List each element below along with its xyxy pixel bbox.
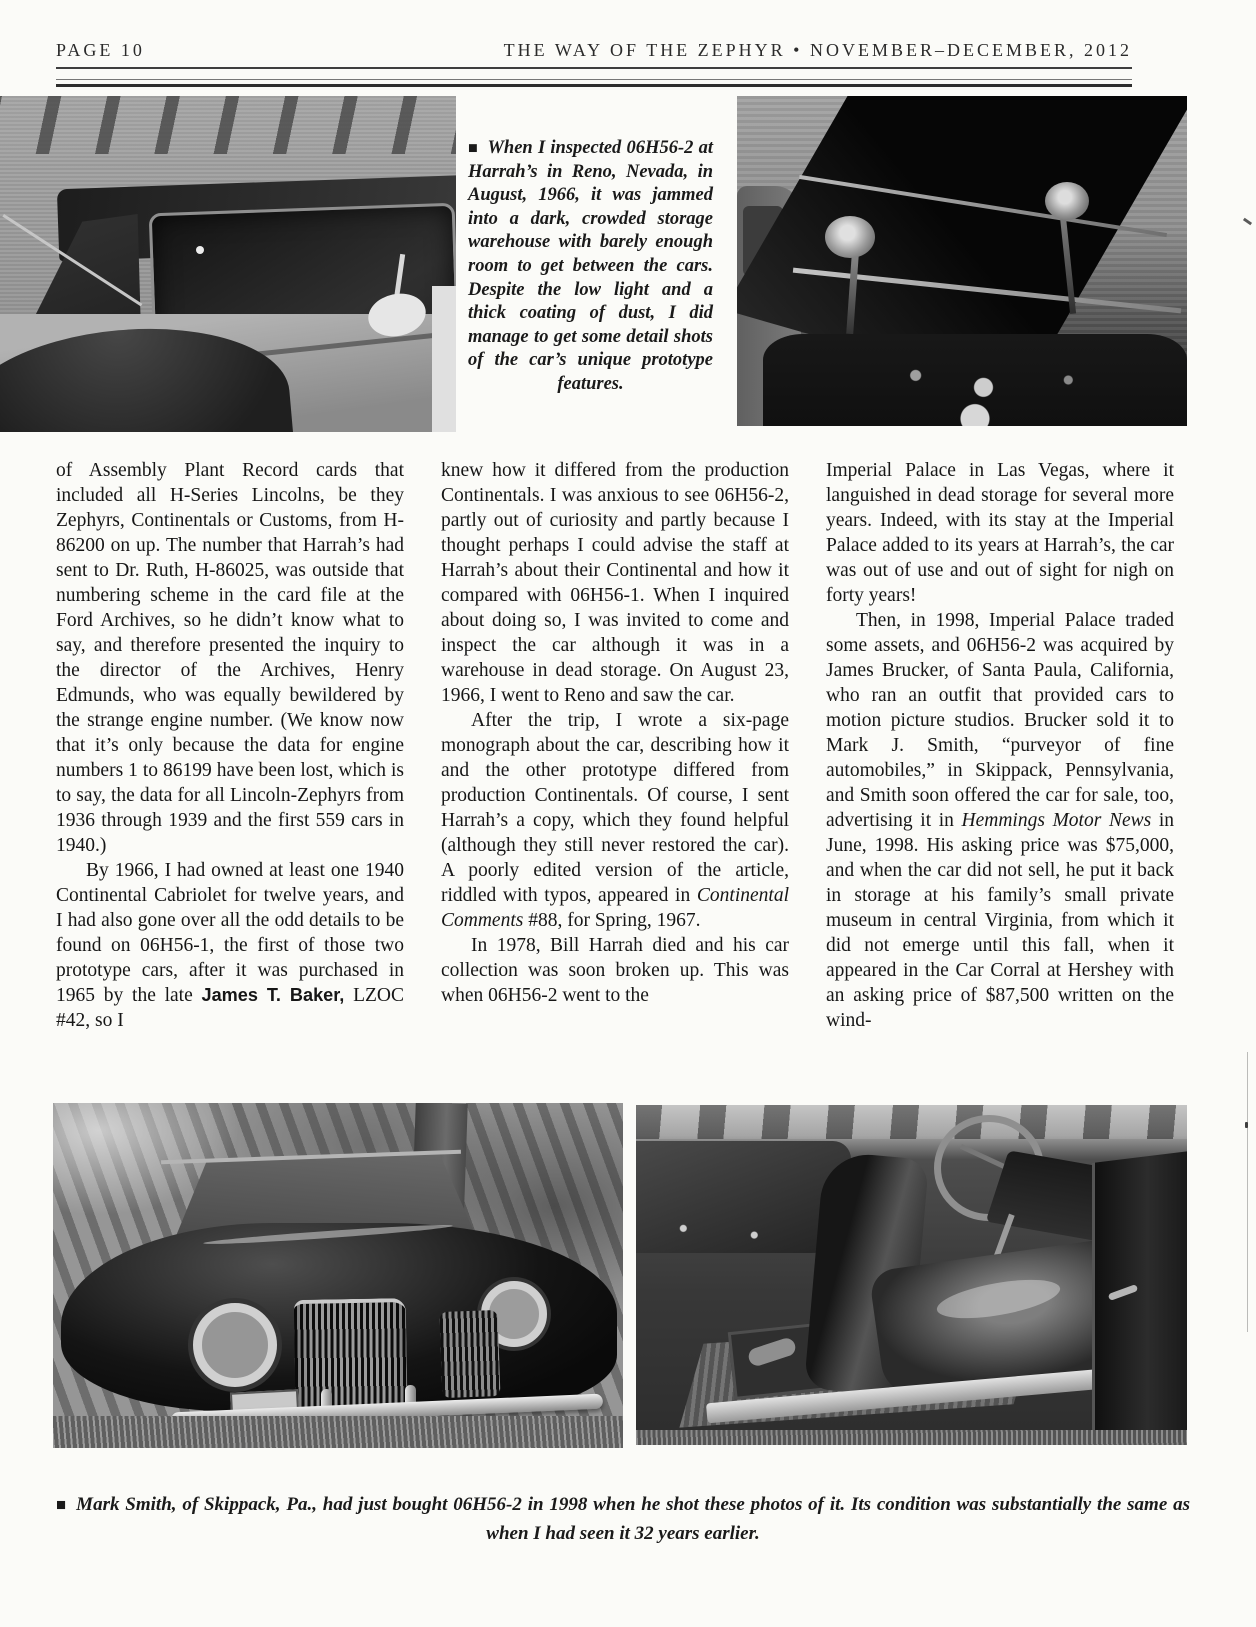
scan-artifact-dot [1245,1122,1248,1128]
masthead-rule-thick [56,84,1132,87]
article-paragraph [441,708,789,933]
caption-square-bullet: ■ [56,1495,68,1514]
bottom-caption-text: Mark Smith, of Skippack, Pa., had just bought 06H56-2 in 1998 when he shot these photos of it. Its condition was substantially the same as when I had seen it 32 years earlier. [76,1494,1190,1544]
body-text: Then, in 1998, Imperial Palace traded some assets, and 06H56-2 was acquired by James Brucker, of Santa Paula, California, who ran an outfit that provided cars to motion picture studios. Brucker sold it to Mark J. Smith, “purveyor of fine automobiles,” in Skippack, Pennsylvania, and Smith soon offered the car for sale, too, advertising it in [826,610,1174,831]
photo-engine-bay [737,96,1187,426]
body-text: in June, 1998. His asking price was $75,000, and when the car did not sell, he put it back in storage at his family’s small private museum in central Virginia, from which it did not emerge until this fall, when it appeared in the Car Corral at Hershey with an asking price of $87,500 written on the wind- [826,810,1174,1031]
article-paragraph [441,458,789,708]
headlight-left [193,1303,277,1387]
photo-warehouse-convertible [0,96,456,432]
body-text: After the trip, I wrote a six-page monograph about the car, describing how it and the other prototype differed from production Continentals. Of course, I sent Harrah’s a copy, which they found helpful (although they still never restored the car). A poorly edited version of the article, riddled with typos, appeared in [441,710,789,906]
trees-through-windshield [636,1105,1187,1139]
masthead [56,40,1132,69]
photo-continental-front [53,1103,623,1448]
article-paragraph [56,858,404,1033]
caption-square-bullet: ■ [468,138,479,157]
photo-interior [636,1105,1187,1445]
article-column-3 [826,458,1174,1033]
italic-title-text: Continental Comments [441,885,789,931]
window-glint [196,246,204,254]
ceiling-beams [0,96,456,154]
article-paragraph [826,458,1174,608]
grass-foreground [53,1416,623,1448]
body-text: knew how it differed from the production Continentals. I was anxious to see 06H56-2, partly out of curiosity and partly because I thought perhaps I could advise the staff at Harrah’s about their Continental and how it compared with 06H56-1. When I inquired about doing so, I was invited to come and inspect the car although it was in a warehouse in dead storage. On August 23, 1966, I went to Reno and saw the car. [441,460,789,706]
top-caption [468,136,713,397]
article-paragraph [56,458,404,858]
scan-artifact-mark [1243,218,1252,226]
article-paragraph [826,608,1174,1033]
masthead-rule-thin [56,79,1132,80]
body-text: Imperial Palace in Las Vegas, where it languished in dead storage for several more years. Indeed, with its stay at the Imperial Palace added to its years at Harrah’s, the car was out of use and out of sight for nigh on forty years! [826,460,1174,606]
italic-title-text: Hemmings Motor News [961,810,1152,831]
body-text: LZOC #42, so I [56,985,405,1031]
body-text: In 1978, Bill Harrah died and his car collection was soon broken up. This was when 06H56-2 went to the [441,935,789,1006]
scan-artifact-line [1247,1052,1248,1332]
article-body [56,458,1174,1033]
grille-right [440,1310,501,1398]
masthead-title: THE WAY OF THE ZEPHYR • NOVEMBER–DECEMBER, 2012 [503,40,1132,60]
bold-name-text: James T. Baker, [201,985,345,1005]
article-paragraph [441,933,789,1008]
body-text: #88, for Spring, 1967. [523,910,701,931]
horn-left [825,216,875,258]
open-door [1092,1151,1187,1445]
article-column-1 [56,458,404,1033]
article-column-2 [441,458,789,1033]
engine-bay [763,334,1187,426]
bottom-caption [56,1490,1190,1548]
page-number: PAGE 10 [56,40,145,60]
grass-foreground [636,1430,1187,1445]
body-text: By 1966, I had owned at least one 1940 Continental Cabriolet for twelve years, and I had also gone over all the odd details to be found on 06H56-1, the first of those two prototype cars, after it was purchased in 1965 by the late [56,860,404,1006]
white-edge-shape [432,286,456,432]
body-text: of Assembly Plant Record cards that included all H-Series Lincolns, be they Zephyrs, Continentals or Customs, from H-86200 on up. The number that Harrah’s had sent to Dr. Ruth, H-86025, was outside that numbering scheme in the card file at the Ford Archives, so he didn’t know what to say, and therefore presented the inquiry to the director of the Archives, Henry Edmunds, who was equally bewildered by the strange engine number. (We know now that it’s only because the data for engine numbers 1 to 86199 have been lost, which is to say, the data for all Lincoln-Zephyrs from 1936 through 1939 and the first 559 cars in 1940.) [56,460,404,856]
horn-right [1045,182,1089,220]
top-caption-text: When I inspected 06H56-2 at Harrah’s in Reno, Nevada, in August, 1966, it was jammed into a dark, crowded storage warehouse with barely enough room to get between the cars. Despite the low light and a thick coating of dust, I did manage to get some detail shots of the car’s unique prototype features. [468,138,713,394]
